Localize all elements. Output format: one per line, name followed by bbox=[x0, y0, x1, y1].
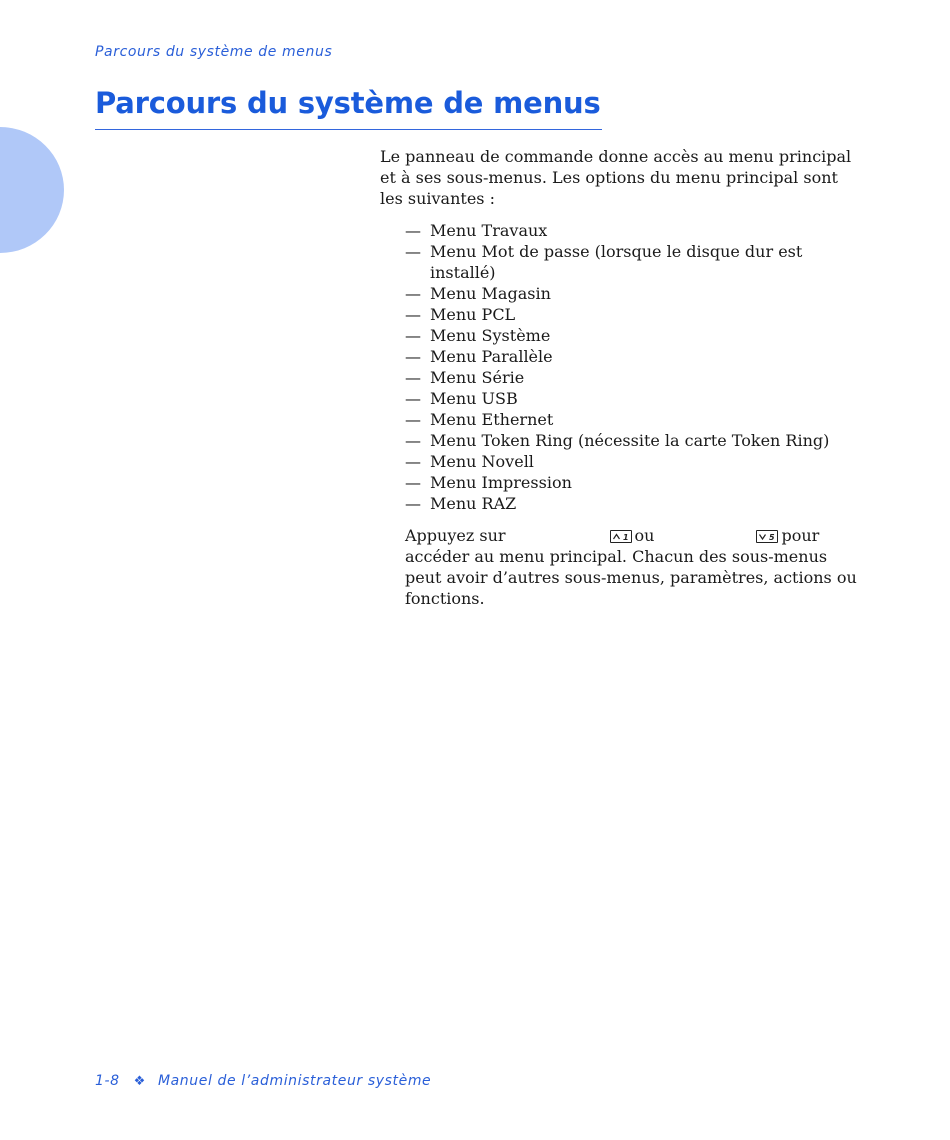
list-item bbox=[405, 283, 865, 304]
main-menu-list bbox=[380, 220, 865, 514]
list-dash: — bbox=[405, 452, 421, 471]
menu-item-label: Menu Parallèle bbox=[430, 347, 553, 366]
body-text bbox=[380, 146, 865, 609]
menu-item-label: Menu USB bbox=[430, 389, 518, 408]
list-dash: — bbox=[405, 389, 421, 408]
manual-title: Manuel de l’administrateur système bbox=[157, 1073, 432, 1089]
menu-item-label: Menu Système bbox=[430, 326, 551, 345]
page-footer bbox=[95, 1073, 431, 1089]
menu-item-label: Menu Travaux bbox=[430, 221, 548, 240]
menu-item-label: Menu Série bbox=[430, 368, 525, 387]
list-item bbox=[405, 472, 865, 493]
title-underline bbox=[95, 129, 602, 130]
list-dash: — bbox=[405, 242, 421, 261]
list-item bbox=[405, 346, 865, 367]
list-dash: — bbox=[405, 305, 421, 324]
menu-item-label: Menu Magasin bbox=[430, 284, 551, 303]
list-item bbox=[405, 325, 865, 346]
closing-text-start: Appuyez sur bbox=[405, 526, 506, 545]
menu-item-label: Menu RAZ bbox=[430, 494, 517, 513]
list-dash: — bbox=[405, 494, 421, 513]
list-item bbox=[405, 451, 865, 472]
down-key-number: 5 bbox=[769, 533, 776, 541]
down-arrow-key-icon bbox=[756, 530, 778, 543]
list-dash: — bbox=[405, 326, 421, 345]
menu-item-label: Menu Novell bbox=[430, 452, 534, 471]
list-item bbox=[405, 388, 865, 409]
menu-item-label: Menu Impression bbox=[430, 473, 572, 492]
list-item bbox=[405, 493, 865, 514]
list-dash: — bbox=[405, 221, 421, 240]
page-title: Parcours du système de menus bbox=[95, 86, 601, 120]
menu-item-label: Menu Ethernet bbox=[430, 410, 554, 429]
menu-item-label: Menu Token Ring (nécessite la carte Token Ring) bbox=[430, 431, 830, 450]
page-number: 1-8 bbox=[95, 1073, 120, 1089]
list-item bbox=[405, 220, 865, 241]
list-item bbox=[405, 367, 865, 388]
list-dash: — bbox=[405, 431, 421, 450]
running-header: Parcours du système de menus bbox=[95, 44, 333, 60]
list-dash: — bbox=[405, 410, 421, 429]
up-key-number: 1 bbox=[622, 533, 629, 541]
menu-item-label: Menu PCL bbox=[430, 305, 516, 324]
menu-item-label: Menu Mot de passe (lorsque le disque dur est installé) bbox=[430, 242, 803, 282]
closing-text-or: ou bbox=[634, 526, 655, 545]
list-item bbox=[405, 304, 865, 325]
list-dash: — bbox=[405, 347, 421, 366]
list-dash: — bbox=[405, 368, 421, 387]
list-item bbox=[405, 409, 865, 430]
closing-paragraph bbox=[405, 525, 865, 609]
closing-text-end: pour accéder au menu principal. Chacun des sous-menus peut avoir d’autres sous-menus, paramètres, actions ou fonctions. bbox=[405, 526, 857, 608]
intro-paragraph: Le panneau de commande donne accès au menu principal et à ses sous-menus. Les options du menu principal sont les suivantes : bbox=[380, 147, 852, 208]
list-item bbox=[405, 430, 865, 451]
list-item bbox=[405, 241, 865, 283]
chapter-side-tab bbox=[0, 127, 64, 253]
list-dash: — bbox=[405, 284, 421, 303]
up-arrow-key-icon bbox=[610, 530, 632, 543]
diamond-separator-icon: ❖ bbox=[133, 1074, 146, 1089]
list-dash: — bbox=[405, 473, 421, 492]
